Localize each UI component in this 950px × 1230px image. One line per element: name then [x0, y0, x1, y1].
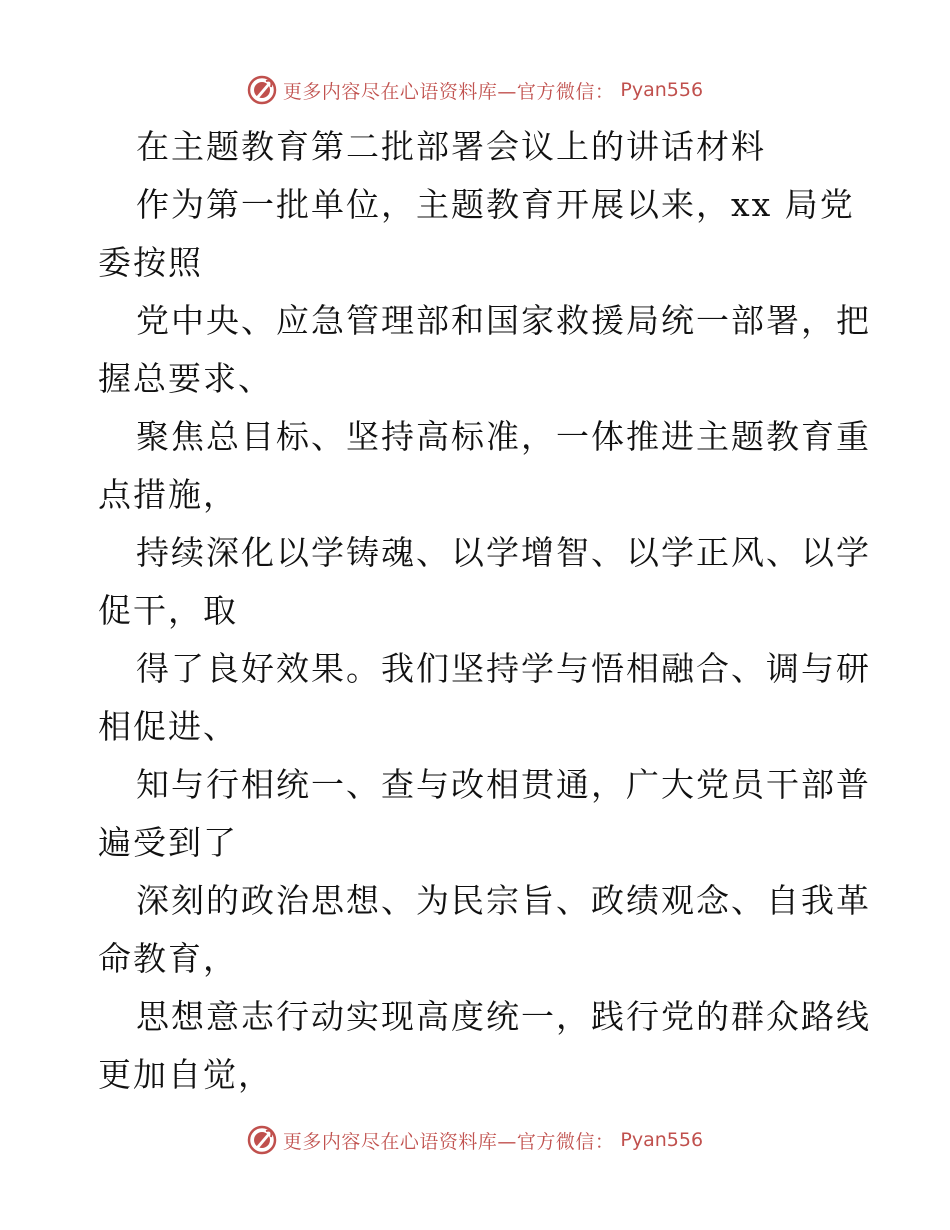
- document-line: 深刻的政治思想、为民宗旨、政绩观念、自我革: [136, 881, 871, 920]
- footer-banner-text: 更多内容尽在心语资料库—官方微信：: [282, 1130, 615, 1153]
- document-line: 点措施，: [98, 475, 238, 514]
- document-line: 知与行相统一、查与改相贯通，广大党员干部普: [136, 765, 871, 804]
- document-line: 作为第一批单位，主题教育开展以来，xx 局党: [136, 185, 855, 224]
- document-line: 思想意志行动实现高度统一，践行党的群众路线: [136, 997, 871, 1036]
- document-line: 得了良好效果。我们坚持学与悟相融合、调与研: [136, 649, 871, 688]
- document-line: 聚焦总目标、坚持高标准，一体推进主题教育重: [136, 417, 871, 456]
- document-line: 在主题教育第二批部署会议上的讲话材料: [136, 127, 766, 166]
- feather-quill-logo-icon: [247, 75, 277, 105]
- header-banner: [0, 70, 950, 110]
- document-body: [98, 118, 871, 1104]
- header-wechat-id: Pyan556: [620, 79, 704, 101]
- document-line: 持续深化以学铸魂、以学增智、以学正风、以学: [136, 533, 871, 572]
- header-banner-text: 更多内容尽在心语资料库—官方微信：: [282, 80, 615, 103]
- document-line: 更加自觉，: [98, 1055, 273, 1094]
- document-line: 命教育，: [98, 939, 238, 978]
- footer-wechat-id: Pyan556: [620, 1129, 704, 1151]
- feather-quill-logo-icon: [247, 1125, 277, 1155]
- document-line: 握总要求、: [98, 359, 273, 398]
- document-line: 促干，取: [98, 591, 238, 630]
- document-line: 党中央、应急管理部和国家救援局统一部署，把: [136, 301, 871, 340]
- document-line: 委按照: [98, 243, 203, 282]
- document-line: 相促进、: [98, 707, 238, 746]
- footer-banner: [0, 1120, 950, 1160]
- document-line: 遍受到了: [98, 823, 238, 862]
